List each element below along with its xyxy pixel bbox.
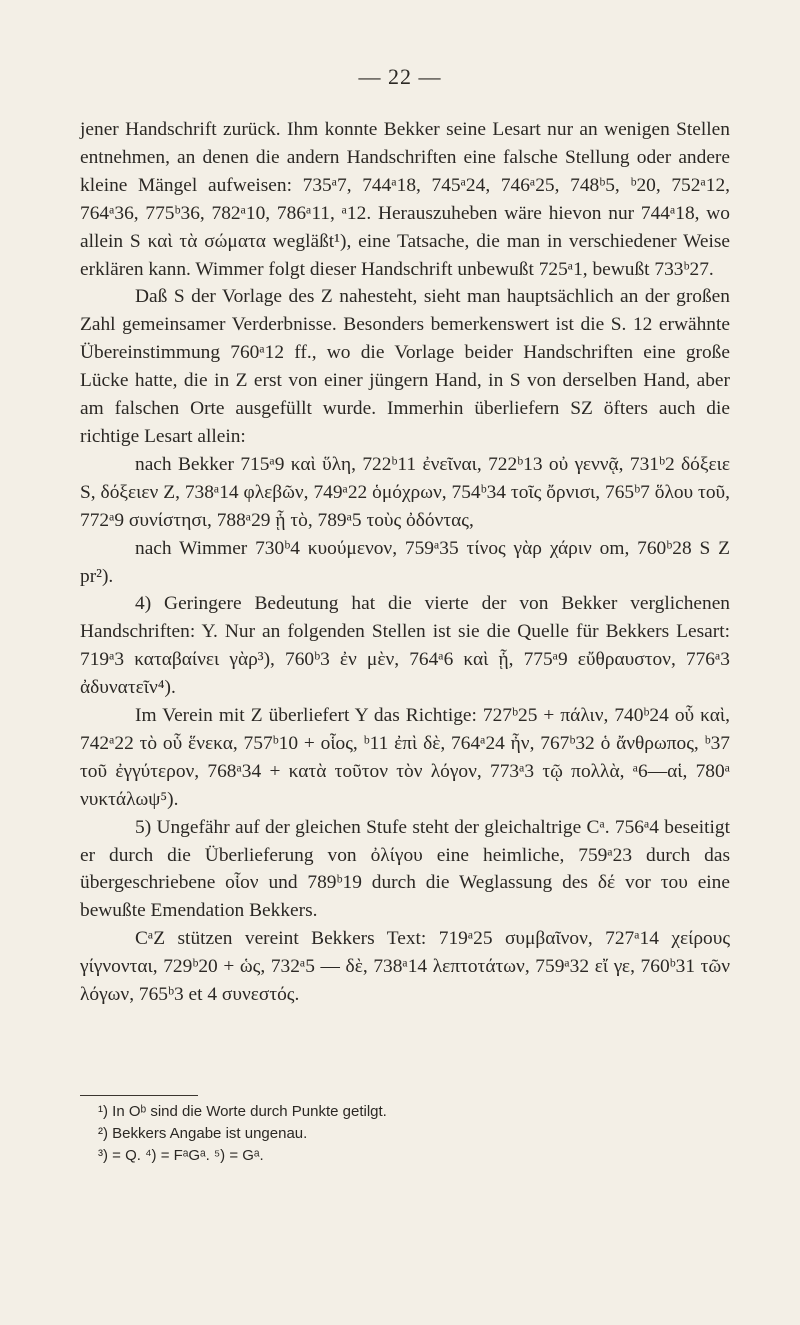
paragraph: Daß S der Vorlage des Z nahesteht, sieht man hauptsächlich an der großen Zahl gemeinsamer Verderbnisse. Besonders bemerkenswert ist die S. 12 erwähnte Übereinstimmung 760ᵃ12 ff., wo die Vorlage beider Handschriften eine große Lücke hatte, die in Z erst von einer jüngern Hand, in S von derselben Hand, aber am falschen Orte ausgefüllt wurde. Immerhin überliefern SZ öfters auch die richtige Lesart allein: (80, 286, 730, 447)
paragraph: 5) Ungefähr auf der gleichen Stufe steht der gleichaltrige Cᵃ. 756ᵃ4 beseitigt er durch die Überlieferung von ὀλίγου eine heimliche, 759ᵃ23 durch das übergeschriebene οἷον und 789ᵇ19 durch die Weglassung des δέ vor του eine bewußte Emendation Bekkers. (80, 816, 730, 922)
paragraph: nach Wimmer 730ᵇ4 κυούμενον, 759ᵃ35 τίνος γὰρ χάριν om, 760ᵇ28 S Z pr²). (80, 537, 730, 587)
footnote: ³) = Q. ⁴) = FᵃGᵃ. ⁵) = Gᵃ. (98, 1147, 264, 1164)
body-text (80, 116, 730, 1009)
paragraph: Im Verein mit Z überliefert Y das Richtige: 727ᵇ25 + πάλιν, 740ᵇ24 οὗ καὶ, 742ᵃ22 τὸ οὗ ἕνεκα, 757ᵇ10 + οἷος, ᵇ11 ἐπὶ δὲ, 764ᵃ24 ἦν, 767ᵇ32 ὁ ἄνθρωπος, ᵇ37 τοῦ ἐγγύτερον, 768ᵃ34 + κατὰ τοῦτον τὸν λόγον, 773ᵃ3 τῷ πολλὰ, ᵃ6—αἱ, 780ᵃ νυκτάλωψ⁵). (80, 705, 730, 810)
paragraph: 4) Geringere Bedeutung hat die vierte der von Bekker verglichenen Handschriften: Y. Nur an folgenden Stellen ist sie die Quelle für Bekkers Lesart: 719ᵃ3 καταβαίνει γὰρ³), 760ᵇ3 ἐν μὲν, 764ᵃ6 καὶ ᾗ, 775ᵃ9 εὔθραυστον, 776ᵃ3 ἀδυνατεῖν⁴). (80, 593, 730, 699)
footnotes (80, 1101, 730, 1167)
footnote: ¹) In Oᵇ sind die Worte durch Punkte getilgt. (98, 1103, 387, 1120)
page-number: — 22 — (358, 64, 442, 89)
paragraph: nach Bekker 715ᵃ9 καὶ ὕλη, 722ᵇ11 ἐνεῖναι, 722ᵇ13 οὐ γεννᾷ, 731ᵇ2 δόξειε S, δόξειεν Z, 738ᵃ14 φλεβῶν, 749ᵃ22 ὁμόχρων, 754ᵇ34 τοῖς ὄρνισι, 765ᵇ7 ὅλου τοῦ, 772ᵃ9 συνίστησι, 788ᵃ29 ᾗ τὸ, 789ᵃ5 τοὺς ὀδόντας, (80, 453, 731, 531)
paragraph: CᵃZ stützen vereint Bekkers Text: 719ᵃ25 συμβαῖνον, 727ᵃ14 χείρους γίγνονται, 729ᵇ20 + ὡς, 732ᵃ5 — δὲ, 738ᵃ14 λεπτοτάτων, 759ᵃ32 εἴ γε, 760ᵇ31 τῶν λόγων, 765ᵇ3 et 4 συνεστός. (80, 928, 730, 1006)
footnote-divider (80, 1095, 198, 1096)
footnote: ²) Bekkers Angabe ist ungenau. (98, 1125, 308, 1142)
paragraph: jener Handschrift zurück. Ihm konnte Bekker seine Lesart nur an wenigen Stellen entnehmen, an denen die andern Handschriften eine falsche Stellung oder andere kleine Mängel aufweisen: 735ᵃ7, 744ᵃ18, 745ᵃ24, 746ᵃ25, 748ᵇ5, ᵇ20, 752ᵃ12, 764ᵃ36, 775ᵇ36, 782ᵃ10, 786ᵃ11, ᵃ12. Herauszuheben wäre hievon nur 744ᵃ18, wo allein S καὶ τὰ σώματα wegläßt¹), eine Tatsache, die man in verschiedener Weise erklären kann. Wimmer folgt dieser Handschrift unbewußt 725ᵃ1, bewußt 733ᵇ27. (80, 119, 730, 280)
